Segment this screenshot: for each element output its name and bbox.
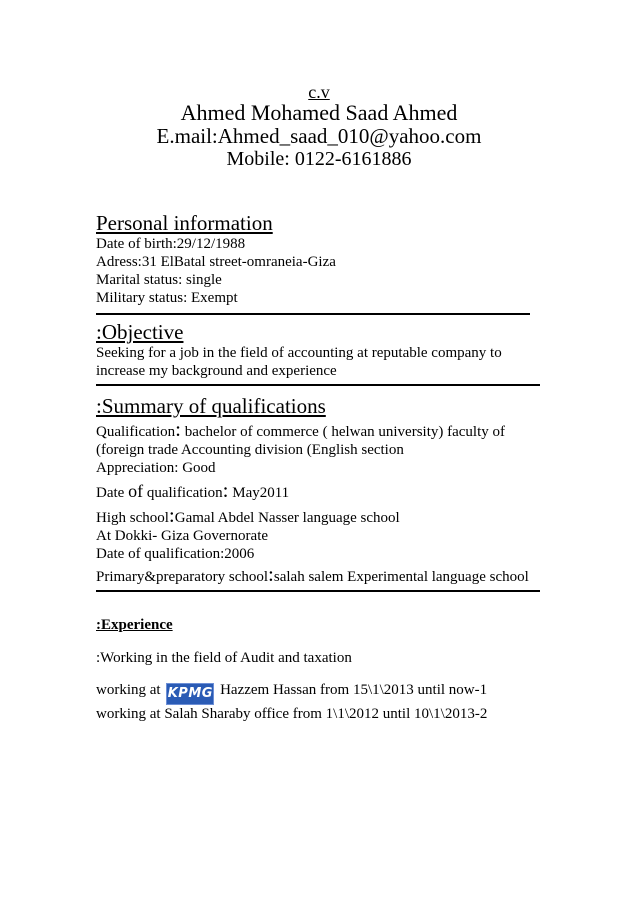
job-line-2: working at Salah Sharaby office from 1\1\2012 until 10\1\2013-2 [96,706,488,722]
qualification-line-2: (foreign trade Accounting division (English section [96,442,404,458]
primary-school-label: Primary&preparatory school [96,569,269,585]
personal-heading: Personal information [96,211,273,235]
primary-school-line [96,562,529,586]
divider [96,384,540,386]
mobile-line: Mobile: 0122-6161886 [226,148,412,170]
qualification-date-line [96,478,529,502]
military-line: Military status: Exempt [96,290,238,306]
colon: : [222,478,229,502]
job1-prefix: working at [96,682,165,698]
qualification-text: bachelor of commerce ( helwan university) faculty of [180,424,506,440]
experience-heading: :Experience [96,617,173,633]
date-of: of [128,481,144,501]
objective-section [96,320,502,380]
qualifications-heading: :Summary of qualifications [96,394,326,418]
kpmg-logo: KPMG [166,683,214,705]
high-school-value: Gamal Abdel Nasser language school [174,510,400,526]
high-school-date: Date of qualification:2006 [96,546,255,562]
high-school-line [96,503,529,527]
objective-heading: :Objective [96,320,184,344]
qualification-label: Qualification [96,424,176,440]
date-value: May2011 [228,485,290,501]
appreciation-line: Appreciation: Good [96,460,216,476]
personal-section [96,211,336,307]
experience-intro: :Working in the field of Audit and taxation [96,650,352,666]
dob-line: Date of birth:29/12/1988 [96,236,246,252]
high-school-line-2: At Dokki- Giza Governorate [96,528,269,544]
marital-line: Marital status: single [96,272,222,288]
qualifications-section [96,394,529,586]
cv-label: c.v [308,82,330,102]
experience-section [96,616,487,723]
qualification-line [96,417,529,441]
primary-school-value: salah salem Experimental language school [273,569,529,585]
job1-suffix: Hazzem Hassan from 15\1\2013 until now-1 [216,682,488,698]
email-line: E.mail:Ahmed_saad_010@yahoo.com [156,124,482,148]
divider [96,590,540,592]
objective-line: increase my background and experience [96,363,337,379]
job-line-1 [96,681,487,705]
date-prefix: Date [96,485,129,501]
colon: : [268,562,274,586]
applicant-name: Ahmed Mohamed Saad Ahmed [180,100,458,125]
objective-line: Seeking for a job in the field of accounting at reputable company to [96,345,502,361]
divider [96,313,530,315]
colon: : [168,503,175,527]
date-label: qualification [143,485,223,501]
address-line: Adress:31 ElBatal street-omraneia-Giza [96,254,336,270]
colon: : [175,417,181,441]
high-school-label: High school [96,510,169,526]
